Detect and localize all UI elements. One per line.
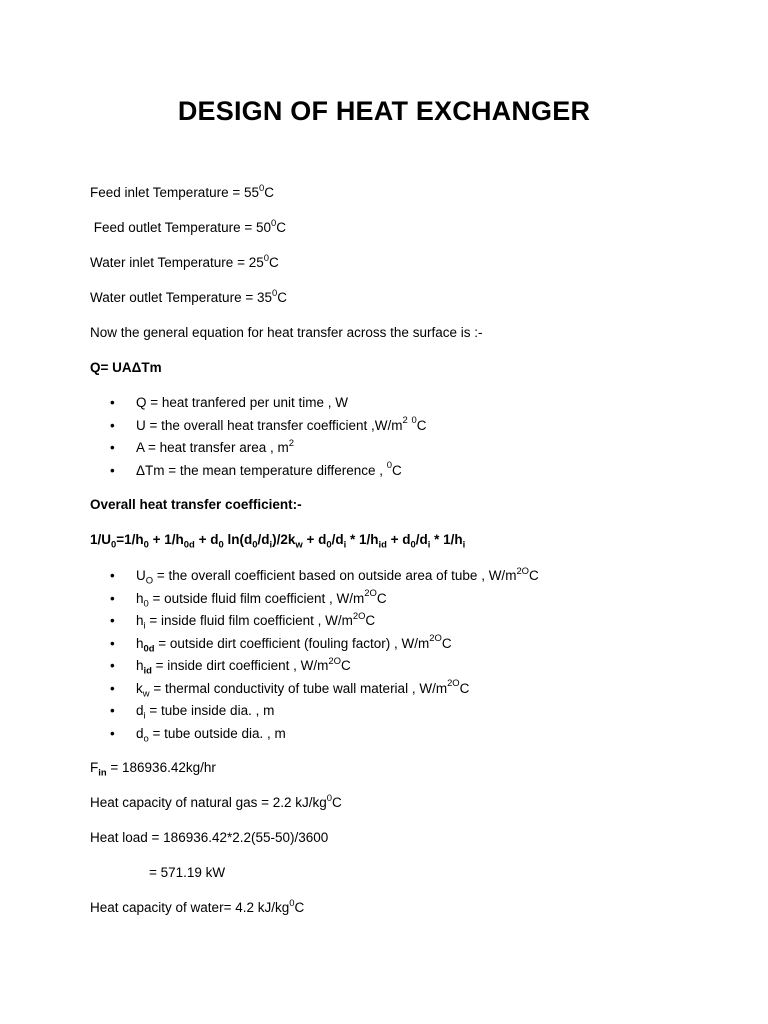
heat-capacity-water: Heat capacity of water= 4.2 $kJ/kg^0C$: [90, 897, 305, 915]
page-title: DESIGN OF HEAT EXCHANGER: [177, 96, 591, 126]
bullet-icon: •: [110, 703, 115, 718]
bullet-icon: •: [110, 635, 115, 651]
feed-inlet-flow: $F_{in} = 186936.42kg/hr$: [90, 760, 216, 779]
overall-coefficient-heading: Overall heat transfer coefficient:-: [90, 497, 302, 512]
bullet-icon: •: [110, 590, 115, 606]
bullet-icon: •: [110, 613, 115, 628]
bullet-icon: •: [110, 462, 115, 478]
heat-load-result: = 571.19 kW: [149, 865, 226, 880]
bullet-icon: •: [110, 395, 115, 410]
heat-load-equation: Heat load = 186936.42*2.2(55-50)/3600: [90, 830, 329, 845]
general-equation-text: Now the general equation for heat transfer across the surface is :-: [90, 325, 483, 340]
bullet-icon: •: [110, 725, 115, 741]
bullet-icon: •: [110, 568, 115, 583]
bullet-icon: •: [110, 658, 115, 673]
overall-coefficient-formula: $1/U_0=1/h_0 + 1/h_{0d} + d_0$ $\ln(d_0/d_i)/2k_w + d_0/d_i * 1/h_{id} + d_0/d_i * 1/h_i$: [90, 532, 466, 551]
feed-outlet-temperature: Feed outlet Temperature = $50^0C$: [90, 217, 286, 235]
water-inlet-temperature: Water inlet Temperature = $25^0C$: [90, 252, 279, 270]
bullet-icon: •: [110, 417, 115, 433]
q-equation: Q= UAΔTm: [90, 360, 162, 375]
bullet-icon: •: [110, 440, 115, 455]
document-page: DESIGN OF HEAT EXCHANGER Feed inlet Temperature = $55^0C$ Feed outlet Temperature = $50^0C$ Water inlet Temperature = $25^0C$ Water outlet Temperature = $35^0C$ Now the general equation for heat transfer across the surface is :- Q= UAΔTm • Q = heat tranfered per unit time , W • U = the overall heat transfer coefficient $,W/m^2$ $^0$C • A = heat transfer area , $m^2$ • ΔTm = the mean temperature difference , $^0$C Overall heat transfer coefficient:- $1/U_0=1/h_0 + 1/h_{0d} + d_0$ $\ln(d_0/d_i)/2k_w + d_0/d_i * 1/h_{id} + d_0/d_i * 1/h_i$ • $U_O$ = the overall coefficient based on outside area of tube , $W/m^{2O}C$ • $h_0$ = outside fluid film coefficient , $W/m^{2O}C$ • $h_i$ = inside fluid film coefficient , $W/m^{2O}C$ • $h_{0d}$ = outside dirt coefficient (fouling factor) , $W/m^{2O}C$ • $h_{id}$ = inside dirt coefficient , $W/m^{2O}C$ • $k_w$ = thermal conductivity of tube wall material , $W/m^{2O}C$ • $d_i$ = tube inside dia. , m • $d_o$ = tube outside dia. , m $F_{in} = 186936.42kg/hr$ Heat capacity of natural gas = 2.2 $kJ/kg^0C$ Heat load = 186936.42*2.2(55-50)/3600 = 571.19 kW Heat capacity of water= 4.2 $kJ/kg^0C$: [0, 0, 768, 1024]
water-outlet-temperature: Water outlet Temperature = $35^0C$: [90, 287, 287, 305]
bullet-icon: •: [110, 680, 115, 696]
heat-capacity-natural-gas: Heat capacity of natural gas = 2.2 $kJ/kg^0C$: [90, 792, 342, 810]
feed-inlet-temperature: Feed inlet Temperature = $55^0C$: [90, 182, 274, 200]
